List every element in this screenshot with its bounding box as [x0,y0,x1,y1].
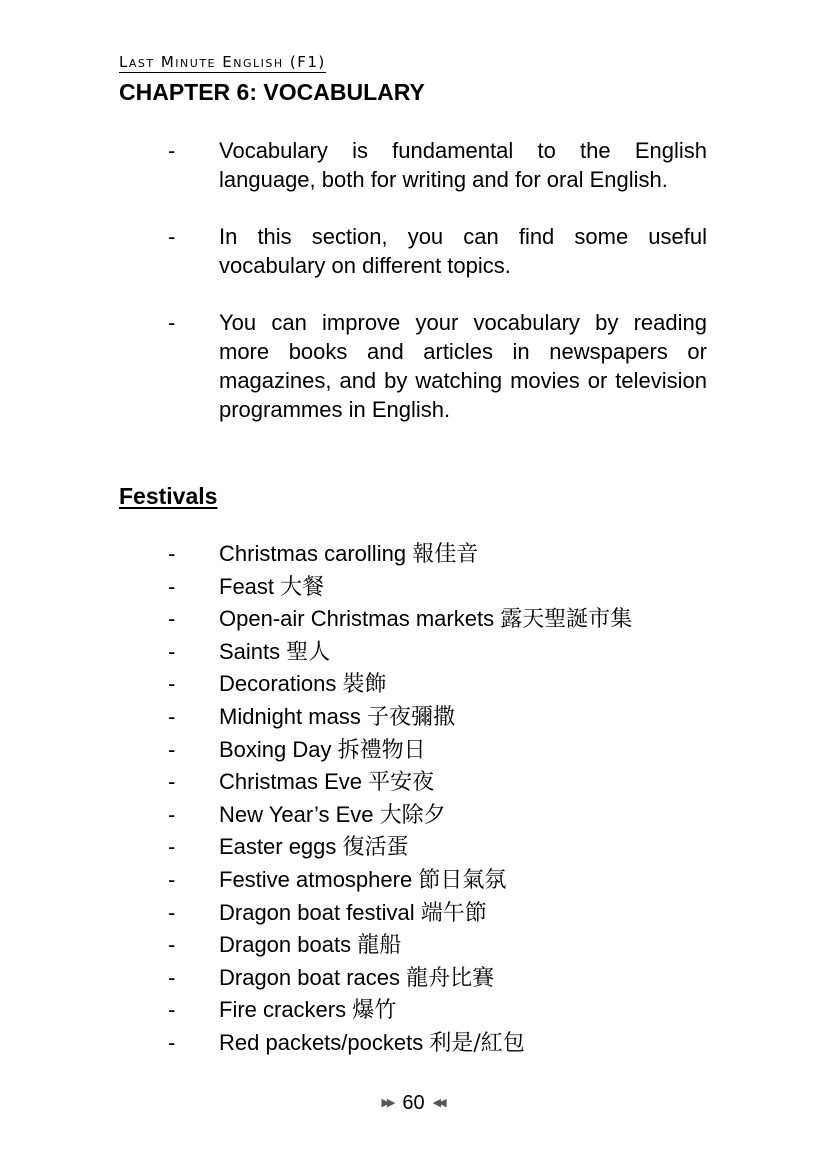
vocab-translation: 大餐 [280,574,325,600]
vocab-translation: 裝飾 [342,672,387,698]
intro-list [0,136,825,452]
vocab-term: Dragon boat festival [219,899,415,925]
vocab-item [0,897,825,930]
bullet-dash: - [168,638,176,664]
vocab-item [0,766,825,799]
vocab-translation: 平安夜 [368,770,435,796]
vocab-term: Christmas carolling [219,541,407,566]
vocab-item [0,929,825,962]
vocab-translation: 拆禮物日 [337,737,426,763]
vocab-item [0,603,825,636]
section-heading-festivals: Festivals [119,483,218,509]
festival-vocab-list [0,538,825,1060]
vocab-entry [219,897,487,930]
vocab-entry [219,864,506,897]
bullet-dash: - [168,899,176,925]
vocab-term: Festive atmosphere [219,866,413,892]
vocab-entry [219,668,387,701]
bullet-dash: - [168,573,176,599]
double-arrow-left-icon: ◀◀ [432,1097,444,1109]
vocab-entry [219,799,446,832]
vocab-term: Easter eggs [219,834,337,860]
intro-paragraph: In this section, you can find some useful vocabulary on different topics. [219,224,707,278]
vocab-entry [219,636,330,669]
vocab-term: Dragon boats [219,932,352,958]
vocab-translation: 端午節 [420,900,487,926]
vocab-entry [219,701,455,734]
vocab-term: New Year’s Eve [219,801,374,827]
vocab-term: Red packets/pockets [219,1029,424,1055]
vocab-entry [219,962,494,995]
vocab-term: Boxing Day [219,736,332,762]
vocab-term: Christmas Eve [219,769,363,795]
chapter-title: CHAPTER 6: VOCABULARY [119,79,425,105]
vocab-translation: 復活蛋 [342,835,409,861]
intro-item [0,222,825,280]
vocab-term: Feast [219,573,275,599]
vocab-entry [219,994,396,1027]
bullet-dash: - [168,541,176,566]
vocab-entry [219,929,401,962]
vocab-translation: 子夜彌撒 [366,704,455,730]
bullet-dash: - [168,310,176,335]
page-footer [0,1090,825,1116]
vocab-item [0,734,825,767]
bullet-dash: - [168,224,176,249]
bullet-dash: - [168,671,176,697]
bullet-dash: - [168,997,176,1023]
intro-paragraph: Vocabulary is fundamental to the English language, both for writing and for oral English. [219,138,707,192]
vocab-translation: 利是/紅包 [429,1030,525,1056]
vocab-term: Saints [219,638,281,664]
vocab-entry [219,766,434,799]
vocab-translation: 大除夕 [379,802,446,828]
bullet-dash: - [168,866,176,892]
bullet-dash: - [168,801,176,827]
vocab-translation: 龍船 [357,933,402,959]
bullet-dash: - [168,834,176,860]
vocab-item [0,701,825,734]
intro-paragraph: You can improve your vocabulary by reading more books and articles in newspapers or magazines, and by watching movies or television programmes in English. [219,310,707,422]
vocab-term: Fire crackers [219,997,347,1023]
vocab-term: Dragon boat races [219,964,400,990]
bullet-dash: - [168,736,176,762]
vocab-item [0,962,825,995]
bullet-dash: - [168,1029,176,1055]
vocab-entry [219,538,478,571]
vocab-translation: 聖人 [286,639,331,665]
vocab-translation: 爆竹 [352,998,397,1024]
bullet-dash: - [168,932,176,958]
vocab-entry [219,831,409,864]
running-header: Last Minute English (F1) [119,53,326,71]
vocab-entry [219,734,426,767]
page-number: 60 [402,1092,425,1114]
bullet-dash: - [168,606,176,632]
vocab-translation: 節日氣氛 [418,867,507,893]
vocab-item [0,538,825,571]
vocab-term: Open-air Christmas markets [219,606,495,632]
vocab-item [0,994,825,1027]
vocab-item [0,831,825,864]
double-arrow-right-icon: ▶▶ [381,1097,393,1109]
vocab-item [0,668,825,701]
vocab-item [0,636,825,669]
bullet-dash: - [168,138,176,163]
intro-item [0,308,825,424]
bullet-dash: - [168,769,176,795]
vocab-item [0,864,825,897]
vocab-translation: 報佳音 [412,542,479,567]
vocab-translation: 龍舟比賽 [406,965,495,991]
vocab-entry [219,603,632,636]
vocab-translation: 露天聖誕市集 [500,607,633,633]
vocab-item [0,571,825,604]
vocab-term: Midnight mass [219,703,361,729]
vocab-term: Decorations [219,671,337,697]
vocab-entry [219,1027,525,1060]
vocab-entry [219,571,324,604]
vocab-item [0,799,825,832]
vocab-item [0,1027,825,1060]
bullet-dash: - [168,964,176,990]
intro-item [0,136,825,194]
bullet-dash: - [168,703,176,729]
